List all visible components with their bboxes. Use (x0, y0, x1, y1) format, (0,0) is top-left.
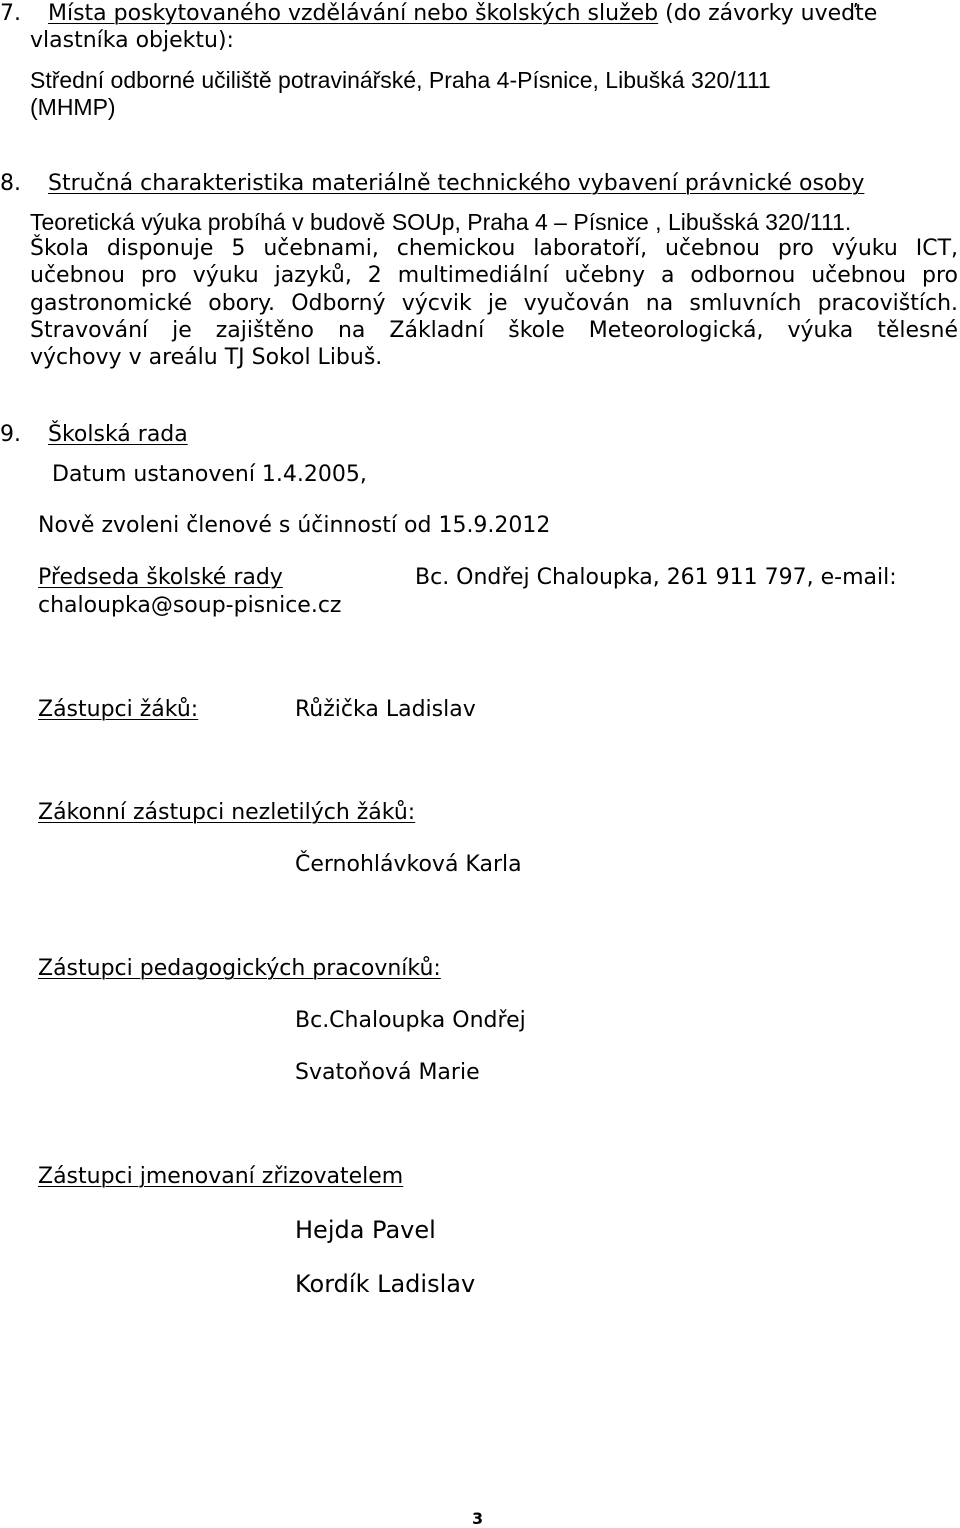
section-9-title: Školská rada (48, 422, 188, 447)
section-9-number: 9. (0, 422, 21, 447)
chair-label: Předseda školské rady (38, 565, 283, 590)
students-label: Zástupci žáků: (38, 697, 199, 722)
council-elected: Nově zvoleni členové s účinností od 15.9.2012 (38, 513, 551, 538)
section-7-address-line2: (MHMP) (30, 94, 116, 120)
founder-representative: Kordík Ladislav (295, 1270, 476, 1298)
teacher-representative: Svatoňová Marie (295, 1060, 480, 1085)
section-7-title-line2: vlastníka objektu): (30, 28, 234, 53)
section-7-title-suffix: (do závorky uveďte (658, 1, 878, 26)
section-8-line3: učebnou pro výuku jazyků, 2 multimediální učebny a odbornou učebnou pro (30, 263, 958, 288)
council-established: Datum ustanovení 1.4.2005, (52, 462, 367, 487)
chair-email: chaloupka@soup-pisnice.cz (38, 593, 342, 618)
teacher-representative: Bc.Chaloupka Ondřej (295, 1008, 526, 1033)
founder-label: Zástupci jmenovaní zřizovatelem (38, 1164, 404, 1189)
section-8-number: 8. (0, 171, 21, 196)
section-8-line2: Škola disponuje 5 učebnami, chemickou laboratoří, učebnou pro výuku ICT, (30, 236, 958, 261)
section-7-title: Místa poskytovaného vzdělávání nebo školských služeb (48, 1, 659, 26)
section-8-line5: Stravování je zajištěno na Základní škole Meteorologická, výuka tělesné (30, 318, 958, 343)
teachers-label: Zástupci pedagogických pracovníků: (38, 956, 441, 981)
founder-representative: Hejda Pavel (295, 1216, 436, 1244)
guardians-label: Zákonní zástupci nezletilých žáků: (38, 800, 416, 825)
section-7-address-line1: Střední odborné učiliště potravinářské, Praha 4-Písnice, Libušká 320/111 (30, 67, 771, 93)
guardians-value: Černohlávková Karla (295, 852, 522, 877)
section-8-line1: Teoretická výuka probíhá v budově SOUp, Praha 4 – Písnice , Libušská 320/111. (30, 209, 852, 235)
students-value: Růžička Ladislav (295, 697, 476, 722)
page-number: 3 (472, 1509, 484, 1528)
section-7-heading (48, 0, 877, 28)
section-8-line6: výchovy v areálu TJ Sokol Libuš. (30, 345, 383, 370)
section-8-title: Stručná charakteristika materiálně technického vybavení právnické osoby (48, 171, 865, 196)
chair-value: Bc. Ondřej Chaloupka, 261 911 797, e-mail: (415, 565, 897, 590)
section-7-number: 7. (0, 1, 21, 26)
section-8-line4: gastronomické obory. Odborný výcvik je vyučován na smluvních pracovištích. (30, 291, 958, 316)
